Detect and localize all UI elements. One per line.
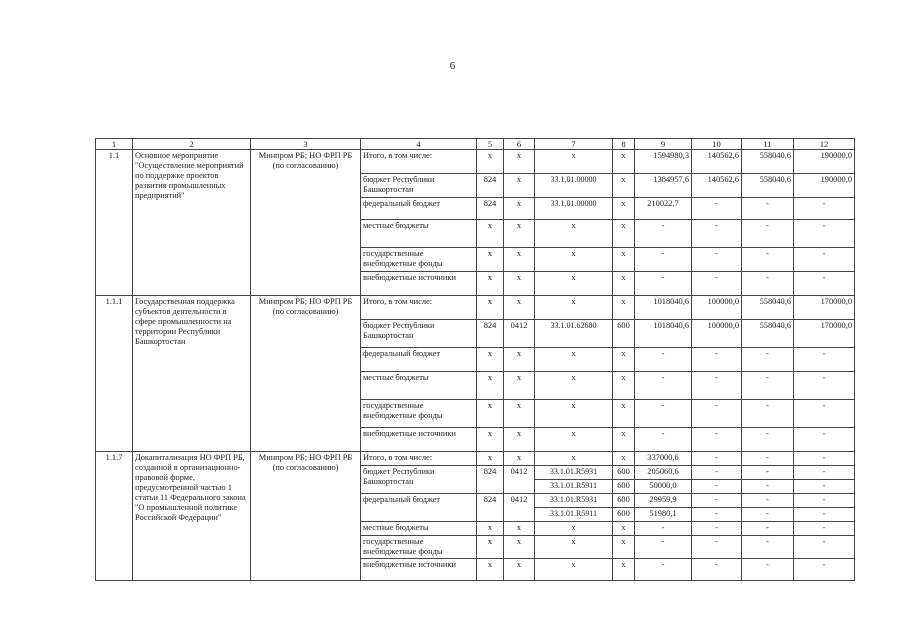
cell-6: x — [504, 296, 535, 320]
cell-8: 600 — [613, 466, 635, 480]
cell-12: 170000,0 — [794, 296, 855, 320]
cell-7: x — [535, 400, 613, 428]
cell-7: x — [535, 428, 613, 452]
cell-10: - — [692, 220, 742, 248]
cell-12: - — [794, 494, 855, 508]
cell-8: x — [613, 522, 635, 536]
item-executor: Минпром РБ; НО ФРП РБ (по согласованию) — [251, 150, 361, 296]
cell-7: 33.1.01.R5911 — [535, 480, 613, 494]
cell-6: x — [504, 428, 535, 452]
cell-7: x — [535, 452, 613, 466]
item-name: Государственная поддержка субъектов деятельности в сфере промышленности на территории Республики Башкортостан — [133, 296, 251, 452]
cell-10: - — [692, 348, 742, 372]
cell-11: - — [742, 198, 794, 220]
cell-6: x — [504, 400, 535, 428]
cell-12: - — [794, 480, 855, 494]
source-label: местные бюджеты — [361, 372, 477, 400]
cell-9: - — [635, 248, 692, 272]
cell-7: 33.1.01.62680 — [535, 320, 613, 348]
header-cell: 2 — [133, 139, 251, 150]
cell-10: - — [692, 536, 742, 559]
cell-6: x — [504, 272, 535, 296]
cell-6: x — [504, 198, 535, 220]
cell-11: - — [742, 220, 794, 248]
header-cell: 9 — [635, 139, 692, 150]
cell-11: - — [742, 466, 794, 480]
cell-9: 1018040,6 — [635, 296, 692, 320]
cell-9: - — [635, 522, 692, 536]
table-row — [96, 150, 855, 174]
cell-9: 1384957,6 — [635, 174, 692, 198]
header-cell: 1 — [96, 139, 133, 150]
item-number: 1.1.1 — [96, 296, 133, 452]
item-executor: Минпром РБ; НО ФРП РБ (по согласованию) — [251, 452, 361, 581]
cell-6: x — [504, 452, 535, 466]
cell-9: 205060,6 — [635, 466, 692, 480]
cell-9: - — [635, 220, 692, 248]
cell-7: x — [535, 372, 613, 400]
cell-6: x — [504, 220, 535, 248]
cell-12: - — [794, 372, 855, 400]
source-label: внебюджетные источники — [361, 428, 477, 452]
cell-10: - — [692, 558, 742, 580]
item-number: 1.1.7 — [96, 452, 133, 581]
cell-10: - — [692, 480, 742, 494]
cell-12: - — [794, 452, 855, 466]
cell-10: - — [692, 400, 742, 428]
source-label: внебюджетные источники — [361, 558, 477, 580]
item-name: Основное мероприятие "Осуществление мероприятий по поддержке проектов развития промышленных предприятий" — [133, 150, 251, 296]
cell-5: x — [477, 150, 504, 174]
cell-12: - — [794, 536, 855, 559]
header-cell: 7 — [535, 139, 613, 150]
cell-7: 33.1.01.00000 — [535, 174, 613, 198]
cell-10: - — [692, 508, 742, 522]
cell-5: x — [477, 272, 504, 296]
cell-6: 0412 — [504, 494, 535, 522]
cell-5: x — [477, 558, 504, 580]
cell-7: x — [535, 248, 613, 272]
cell-10: - — [692, 466, 742, 480]
cell-11: - — [742, 558, 794, 580]
cell-8: x — [613, 536, 635, 559]
cell-11: - — [742, 452, 794, 466]
cell-6: x — [504, 150, 535, 174]
cell-11: - — [742, 372, 794, 400]
header-cell: 3 — [251, 139, 361, 150]
cell-7: x — [535, 558, 613, 580]
cell-5: x — [477, 536, 504, 559]
cell-10: - — [692, 452, 742, 466]
cell-12: 170000,0 — [794, 320, 855, 348]
cell-12: - — [794, 400, 855, 428]
cell-5: x — [477, 348, 504, 372]
cell-11: - — [742, 536, 794, 559]
cell-11: 558040,6 — [742, 174, 794, 198]
cell-5: 824 — [477, 174, 504, 198]
cell-12: - — [794, 522, 855, 536]
item-number: 1.1 — [96, 150, 133, 296]
cell-6: x — [504, 248, 535, 272]
cell-6: x — [504, 348, 535, 372]
cell-11: - — [742, 522, 794, 536]
cell-8: x — [613, 174, 635, 198]
cell-10: 100000,0 — [692, 296, 742, 320]
cell-10: 140562,6 — [692, 150, 742, 174]
cell-9: - — [635, 400, 692, 428]
source-label: Итого, в том числе: — [361, 452, 477, 466]
cell-7: x — [535, 536, 613, 559]
cell-11: - — [742, 508, 794, 522]
cell-6: 0412 — [504, 320, 535, 348]
cell-11: - — [742, 248, 794, 272]
source-label: Итого, в том числе: — [361, 296, 477, 320]
source-label: государственные внебюджетные фонды — [361, 248, 477, 272]
header-row — [96, 139, 855, 150]
cell-6: x — [504, 174, 535, 198]
header-cell: 10 — [692, 139, 742, 150]
cell-12: - — [794, 508, 855, 522]
cell-12: - — [794, 198, 855, 220]
source-label: государственные внебюджетные фонды — [361, 536, 477, 559]
cell-10: - — [692, 372, 742, 400]
cell-9: - — [635, 272, 692, 296]
cell-9: - — [635, 428, 692, 452]
source-label: федеральный бюджет — [361, 494, 477, 522]
source-label: местные бюджеты — [361, 220, 477, 248]
cell-8: x — [613, 400, 635, 428]
header-cell: 12 — [794, 139, 855, 150]
cell-8: x — [613, 452, 635, 466]
cell-11: - — [742, 400, 794, 428]
cell-8: x — [613, 348, 635, 372]
cell-7: x — [535, 220, 613, 248]
source-label: федеральный бюджет — [361, 348, 477, 372]
cell-10: - — [692, 428, 742, 452]
cell-7: 33.1.01.00000 — [535, 198, 613, 220]
cell-11: - — [742, 428, 794, 452]
cell-5: x — [477, 220, 504, 248]
header-cell: 11 — [742, 139, 794, 150]
header-cell: 8 — [613, 139, 635, 150]
cell-12: - — [794, 272, 855, 296]
cell-8: x — [613, 272, 635, 296]
cell-12: - — [794, 466, 855, 480]
cell-10: 100000,0 — [692, 320, 742, 348]
cell-11: - — [742, 348, 794, 372]
cell-9: 337000,6 — [635, 452, 692, 466]
cell-10: - — [692, 522, 742, 536]
cell-9: - — [635, 558, 692, 580]
cell-5: x — [477, 296, 504, 320]
cell-10: - — [692, 272, 742, 296]
cell-12: - — [794, 428, 855, 452]
cell-8: x — [613, 150, 635, 174]
cell-10: - — [692, 198, 742, 220]
page-number: 6 — [449, 60, 456, 72]
cell-9: 1018040,6 — [635, 320, 692, 348]
cell-12: 190000,0 — [794, 174, 855, 198]
cell-5: x — [477, 372, 504, 400]
budget-table — [95, 138, 855, 581]
cell-8: x — [613, 248, 635, 272]
cell-7: x — [535, 522, 613, 536]
cell-10: - — [692, 248, 742, 272]
cell-5: x — [477, 400, 504, 428]
cell-11: 558040,6 — [742, 150, 794, 174]
cell-12: - — [794, 558, 855, 580]
cell-5: 824 — [477, 466, 504, 494]
table-row — [96, 296, 855, 320]
cell-7: x — [535, 348, 613, 372]
cell-7: 33.1.01.R5911 — [535, 508, 613, 522]
header-cell: 6 — [504, 139, 535, 150]
cell-11: - — [742, 480, 794, 494]
source-label: бюджет Республики Башкортостан — [361, 320, 477, 348]
cell-8: 600 — [613, 320, 635, 348]
cell-5: x — [477, 452, 504, 466]
source-label: местные бюджеты — [361, 522, 477, 536]
cell-9: 51980,1 — [635, 508, 692, 522]
cell-8: x — [613, 198, 635, 220]
cell-6: x — [504, 558, 535, 580]
cell-8: 600 — [613, 494, 635, 508]
cell-8: 600 — [613, 480, 635, 494]
cell-6: x — [504, 536, 535, 559]
cell-5: x — [477, 428, 504, 452]
item-name: Докапитализация НО ФРП РБ, созданной в организационно-правовой форме, предусмотренной частью 1 статьи 11 Федерального закона "О промышленной политике Российской Федерации" — [133, 452, 251, 581]
item-executor: Минпром РБ; НО ФРП РБ (по согласованию) — [251, 296, 361, 452]
source-label: внебюджетные источники — [361, 272, 477, 296]
cell-12: 190000,0 — [794, 150, 855, 174]
source-label: Итого, в том числе: — [361, 150, 477, 174]
cell-11: - — [742, 272, 794, 296]
header-cell: 5 — [477, 139, 504, 150]
source-label: бюджет Республики Башкортостан — [361, 466, 477, 494]
cell-11: 558040,6 — [742, 296, 794, 320]
cell-9: 210022,7 — [635, 198, 692, 220]
cell-9: - — [635, 348, 692, 372]
cell-7: x — [535, 150, 613, 174]
cell-8: x — [613, 220, 635, 248]
cell-5: x — [477, 522, 504, 536]
cell-7: 33.1.01.R5931 — [535, 494, 613, 508]
cell-7: x — [535, 296, 613, 320]
cell-9: 29959,9 — [635, 494, 692, 508]
cell-11: 558040,6 — [742, 320, 794, 348]
cell-6: 0412 — [504, 466, 535, 494]
cell-5: 824 — [477, 494, 504, 522]
cell-8: x — [613, 428, 635, 452]
cell-6: x — [504, 522, 535, 536]
cell-8: x — [613, 296, 635, 320]
cell-10: - — [692, 494, 742, 508]
cell-12: - — [794, 248, 855, 272]
table-row — [96, 452, 855, 466]
cell-12: - — [794, 348, 855, 372]
source-label: государственные внебюджетные фонды — [361, 400, 477, 428]
cell-9: - — [635, 372, 692, 400]
cell-8: x — [613, 372, 635, 400]
source-label: бюджет Республики Башкортостан — [361, 174, 477, 198]
source-label: федеральный бюджет — [361, 198, 477, 220]
cell-5: x — [477, 248, 504, 272]
cell-9: 50000,0 — [635, 480, 692, 494]
cell-5: 824 — [477, 198, 504, 220]
cell-8: x — [613, 558, 635, 580]
cell-10: 140562,6 — [692, 174, 742, 198]
cell-9: - — [635, 536, 692, 559]
cell-6: x — [504, 372, 535, 400]
cell-8: 600 — [613, 508, 635, 522]
cell-7: x — [535, 272, 613, 296]
cell-5: 824 — [477, 320, 504, 348]
header-cell: 4 — [361, 139, 477, 150]
cell-12: - — [794, 220, 855, 248]
cell-11: - — [742, 494, 794, 508]
cell-7: 33.1.01.R5931 — [535, 466, 613, 480]
cell-9: 1594980,3 — [635, 150, 692, 174]
